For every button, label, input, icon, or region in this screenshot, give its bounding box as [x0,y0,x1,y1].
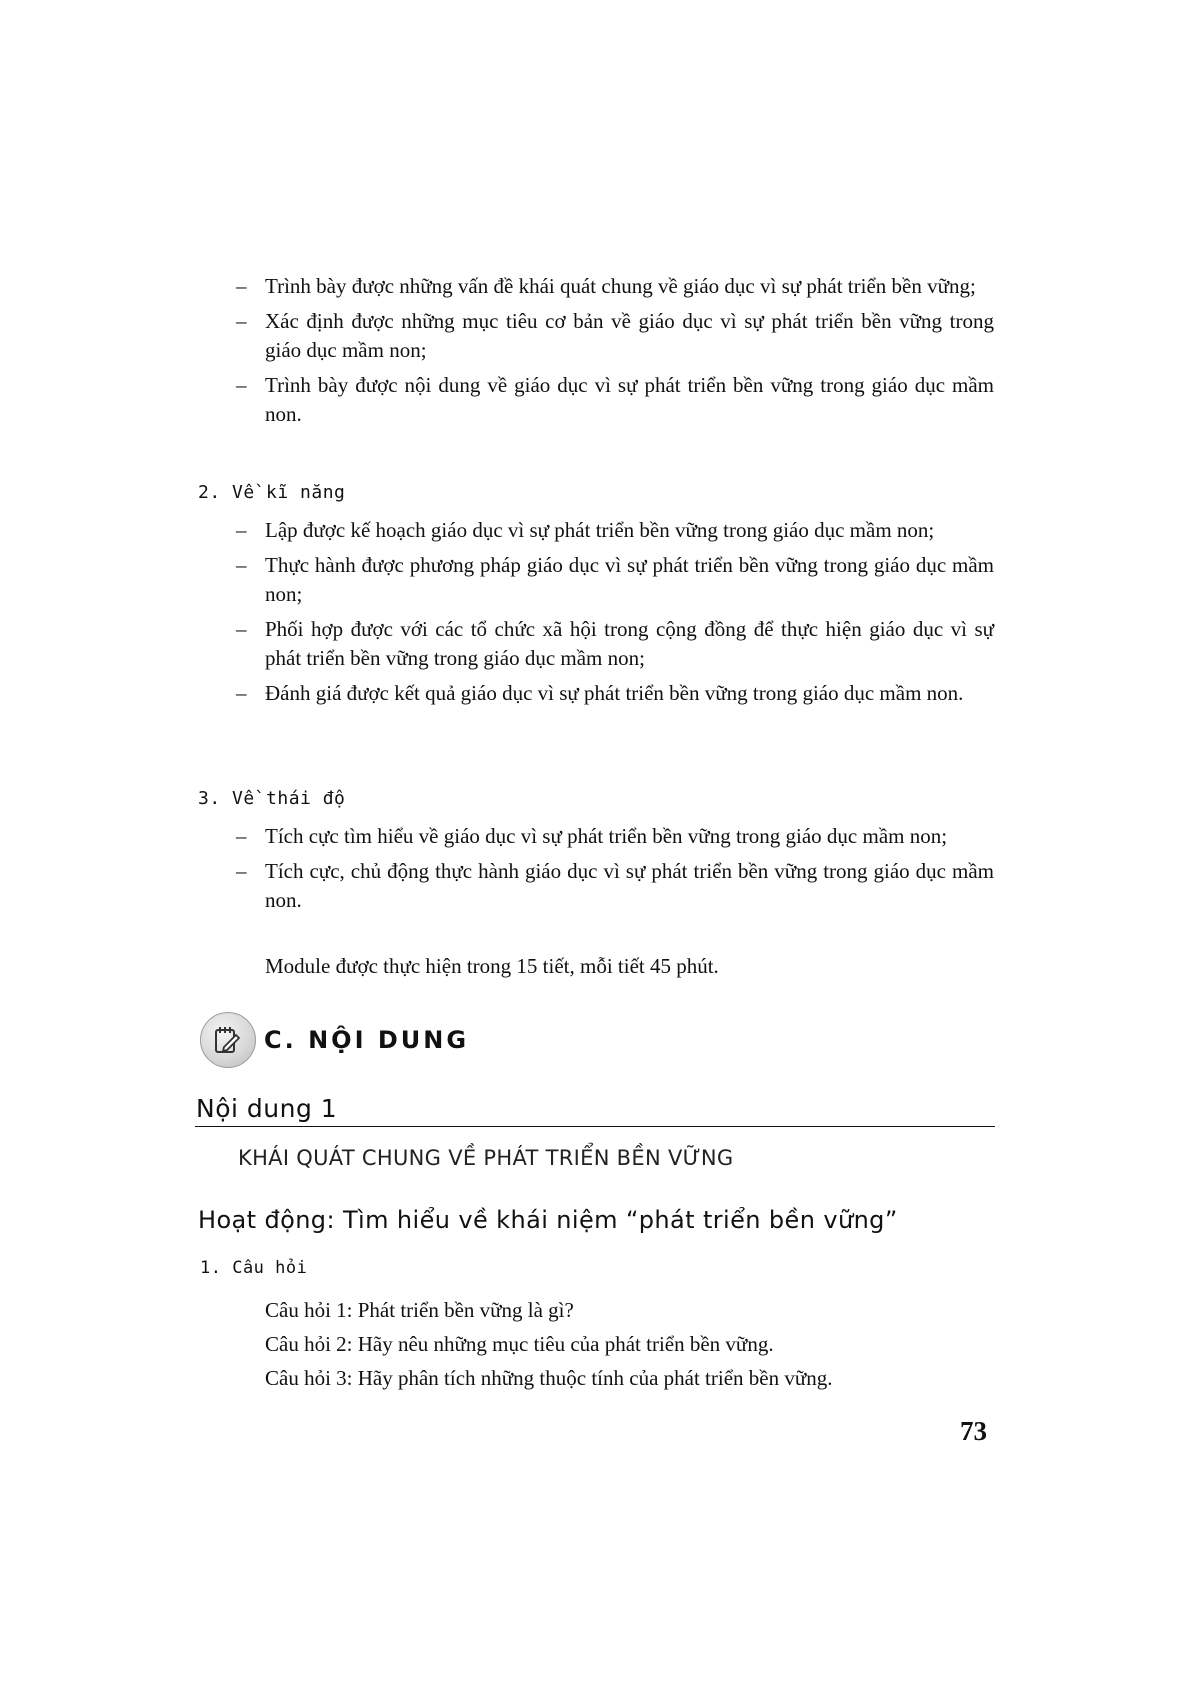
bullet-dash: – [236,681,247,705]
bullet-dash: – [236,859,247,883]
bullet-dash: – [236,824,247,848]
bullet-dash: – [236,553,247,577]
list-item [236,822,994,851]
activity-title: Hoạt động: Tìm hiểu về khái niệm “phát triển bền vững” [198,1206,898,1234]
section-c-heading [200,1012,620,1070]
skills-heading: 2. Về kĩ năng [198,482,346,503]
question-item: Câu hỏi 3: Hãy phân tích những thuộc tính của phát triển bền vững. [265,1366,833,1390]
skills-list [236,516,994,714]
list-item [236,857,994,915]
list-item [236,516,994,545]
title-rule [195,1126,995,1127]
attitude-heading: 3. Về thái độ [198,788,346,809]
bullet-dash: – [236,309,247,333]
list-item-text: Tích cực, chủ động thực hành giáo dục vì sự phát triển bền vững trong giáo dục mầm non. [265,859,994,912]
content-title: Nội dung 1 [196,1094,338,1123]
content-subtitle: KHÁI QUÁT CHUNG VỀ PHÁT TRIỂN BỀN VỮNG [238,1146,734,1170]
notepad-pencil-icon [200,1012,256,1068]
list-item-text: Trình bày được những vấn đề khái quát chung về giáo dục vì sự phát triển bền vững; [265,274,976,298]
list-item [236,551,994,609]
list-item-text: Xác định được những mục tiêu cơ bản về giáo dục vì sự phát triển bền vững trong giáo dục mầm non; [265,309,994,362]
attitude-list [236,822,994,921]
knowledge-list [236,272,994,435]
list-item [236,679,994,708]
bullet-dash: – [236,274,247,298]
page-number: 73 [960,1416,987,1446]
list-item-text: Tích cực tìm hiểu về giáo dục vì sự phát triển bền vững trong giáo dục mầm non; [265,824,948,848]
questions-heading: 1. Câu hỏi [200,1258,308,1278]
list-item [236,307,994,365]
list-item [236,615,994,673]
bullet-dash: – [236,617,247,641]
list-item-text: Thực hành được phương pháp giáo dục vì sự phát triển bền vững trong giáo dục mầm non; [265,553,994,606]
module-note: Module được thực hiện trong 15 tiết, mỗi tiết 45 phút. [265,954,719,978]
list-item-text: Phối hợp được với các tổ chức xã hội trong cộng đồng để thực hiện giáo dục vì sự phát triển bền vững trong giáo dục mầm non; [265,617,994,670]
section-c-title: C. NỘI DUNG [264,1026,470,1054]
question-item: Câu hỏi 2: Hãy nêu những mục tiêu của phát triển bền vững. [265,1332,774,1356]
list-item-text: Lập được kế hoạch giáo dục vì sự phát triển bền vững trong giáo dục mầm non; [265,518,935,542]
list-item [236,371,994,429]
list-item-text: Đánh giá được kết quả giáo dục vì sự phát triển bền vững trong giáo dục mầm non. [265,681,964,705]
list-item-text: Trình bày được nội dung về giáo dục vì sự phát triển bền vững trong giáo dục mầm non. [265,373,994,426]
bullet-dash: – [236,518,247,542]
list-item [236,272,994,301]
question-item: Câu hỏi 1: Phát triển bền vững là gì? [265,1298,574,1322]
bullet-dash: – [236,373,247,397]
